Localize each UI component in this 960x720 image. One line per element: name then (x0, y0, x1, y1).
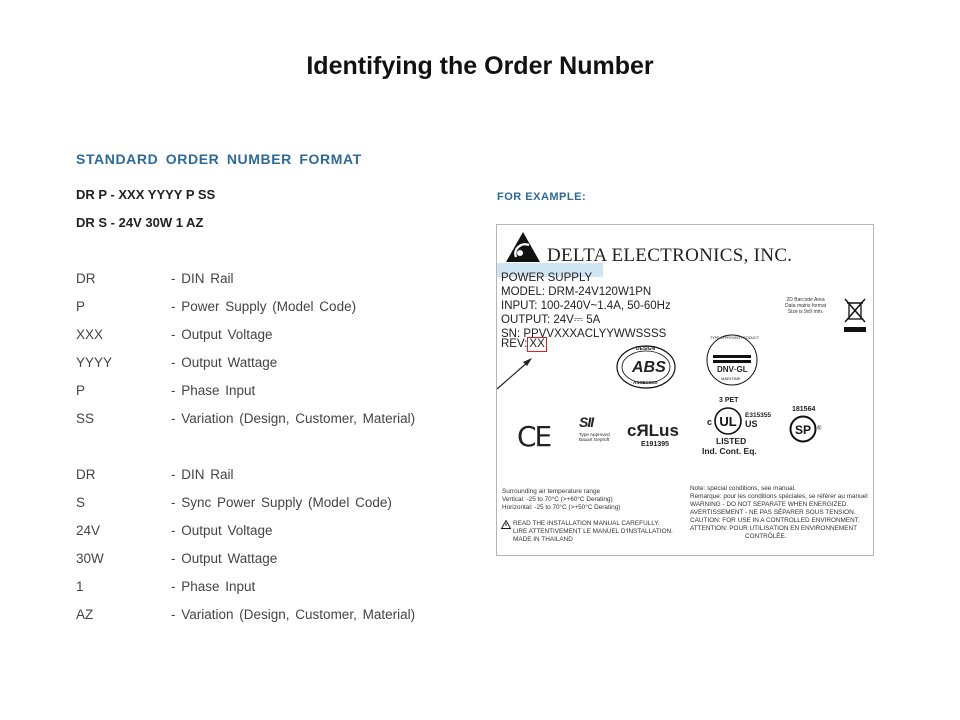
svg-text:UL: UL (719, 414, 737, 429)
sii-sub-line: Type Approved (579, 432, 610, 437)
sii-sub-line: Bauart Geprüft (579, 437, 610, 442)
barcode-line: 2D Barcode Area (786, 297, 825, 303)
legend-code: DR (76, 271, 96, 286)
ur-file-text: E191395 (641, 441, 670, 448)
product-label (496, 224, 874, 556)
legend-desc: - Variation (Design, Customer, Material) (171, 607, 416, 622)
label-line: OUTPUT: 24V⎓ 5A (501, 314, 601, 326)
legend-desc: - Output Voltage (171, 523, 273, 538)
barcode-area (785, 297, 826, 315)
weee-bin-icon (842, 295, 868, 335)
abs-bottom-text: ASSESSED (633, 380, 658, 385)
slide-title: Identifying the Order Number (306, 52, 654, 80)
ul-top-text: 3 PET (719, 397, 739, 404)
read-line: READ THE INSTALLATION MANUAL CAREFULLY. (513, 520, 660, 527)
legend-desc: - Output Wattage (171, 551, 278, 566)
legend-code: DR (76, 467, 96, 482)
warning-triangle-icon (501, 520, 511, 529)
notes-block (690, 485, 868, 541)
legend-code: YYYY (76, 355, 113, 370)
barcode-line: Size is 9x9 mm. (787, 309, 824, 315)
legend-desc: - Output Wattage (171, 355, 278, 370)
note-line: CONTRÔLÉE. (745, 533, 787, 540)
section-heading: STANDARD ORDER NUMBER FORMAT (76, 151, 362, 167)
label-line: SN: PPVVXXXACLYYWWSSSS (501, 328, 667, 340)
temp-line: Vertical: -25 to 70°C (>+60°C Derating) (502, 496, 613, 503)
example-heading: FOR EXAMPLE: (497, 191, 587, 203)
temp-line: Surrounding air temperature range (502, 488, 601, 495)
ul-us-text: US (745, 419, 758, 429)
legend-desc: - Sync Power Supply (Model Code) (171, 495, 392, 510)
rev-line (501, 337, 547, 352)
csa-num-text: 181564 (792, 406, 816, 413)
format-generic: DR P - XXX YYYY P SS (76, 187, 216, 202)
read-line: LIRE ATTENTIVEMENT LE MANUEL D'INSTALLATION. (513, 528, 673, 535)
legend-desc: - Phase Input (171, 579, 256, 594)
legend-code: XXX (76, 327, 104, 342)
note-line: CAUTION: FOR USE IN A CONTROLLED ENVIRONMENT. (690, 517, 860, 524)
note-line: WARNING - DO NOT SEPARATE WHEN ENERGIZED. (690, 501, 849, 508)
company-name: DELTA ELECTRONICS, INC. (547, 245, 793, 266)
abs-top-text: DESIGN (636, 346, 656, 352)
barcode-line: Data matrix format (785, 303, 827, 309)
label-line: INPUT: 100-240V~1.4A, 50-60Hz (501, 300, 671, 312)
temp-block (502, 488, 620, 512)
note-line: Remarque: pour les conditions spéciales, se référer au manuel (690, 493, 868, 500)
label-line: POWER SUPPLY (501, 272, 593, 284)
csa-mark-icon (789, 415, 817, 443)
legend-desc: - Output Voltage (171, 327, 273, 342)
dnv-main-text: DNV·GL (717, 365, 748, 374)
legend-code: SS (76, 411, 95, 426)
delta-logo-icon (505, 231, 541, 263)
legend-code: 30W (76, 551, 104, 566)
ul-circle-icon (713, 406, 743, 436)
ul-file-text: E315355 (745, 412, 772, 419)
legend-desc: - DIN Rail (171, 271, 234, 286)
ul-listed-text: LISTED (716, 436, 747, 446)
legend-code: 1 (76, 579, 84, 594)
dnv-top-text: TYPE APPROVED PRODUCT (710, 336, 759, 340)
read-line: MADE IN THAILAND (513, 536, 573, 543)
svg-text:SP: SP (794, 423, 812, 437)
rev-prefix: REV: (501, 338, 528, 350)
label-line: MODEL: DRM-24V120W1PN (501, 286, 652, 298)
rev-pointer-arrow-icon (495, 355, 535, 391)
legend-code: 24V (76, 523, 101, 538)
format-example: DR S - 24V 30W 1 AZ (76, 215, 204, 230)
ce-mark-text: CE (517, 420, 551, 453)
ur-mark-text: cЯLus (627, 421, 679, 440)
legend-code: P (76, 383, 86, 398)
note-line: AVERTISSEMENT - NE PAS SÉPARER SOUS TENSION. (690, 509, 856, 516)
legend-code: P (76, 299, 86, 314)
sii-sub (579, 432, 610, 442)
dnv-bottom-text: MARITIME (721, 376, 741, 381)
sii-main-text: SII (579, 414, 594, 430)
temp-line: Horizontal: -25 to 70°C (>+50°C Derating) (502, 504, 621, 511)
legend-code: AZ (76, 607, 94, 622)
note-line: ATTENTION: POUR UTILISATION EN ENVIRONNEMENT (690, 525, 857, 532)
ul-ind-text: Ind. Cont. Eq. (702, 446, 757, 456)
abs-main-text: ABS (632, 359, 666, 376)
legend-desc: - Phase Input (171, 383, 256, 398)
ul-c-text: c (707, 417, 713, 427)
legend-code: S (76, 495, 86, 510)
legend-desc: - Variation (Design, Customer, Material) (171, 411, 416, 426)
note-line: Note: special conditions, see manual. (690, 485, 796, 492)
legend-desc: - Power Supply (Model Code) (171, 299, 357, 314)
rev-value-box: XX (529, 338, 545, 350)
legend-desc: - DIN Rail (171, 467, 234, 482)
csa-registered-icon: ® (817, 426, 822, 432)
read-block (513, 520, 673, 544)
